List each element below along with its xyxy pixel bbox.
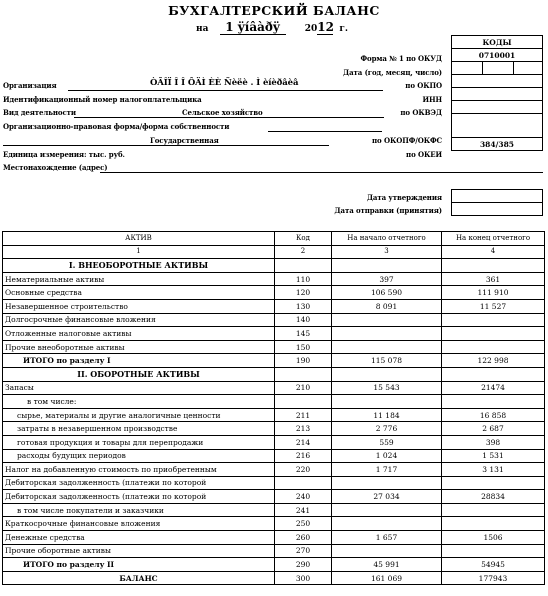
date-prefix: на xyxy=(196,24,209,34)
row-end xyxy=(442,259,545,273)
row-start xyxy=(332,313,442,327)
row-start xyxy=(332,340,442,354)
sent-label: Дата отправки (принятия) xyxy=(334,206,442,215)
ownership-underline xyxy=(3,145,329,146)
row-name: Основные средства xyxy=(3,286,275,300)
organization-value: ÒÃÎÏ Î Î ÔÄÌ ÈÈ Ñèëè . Ì èíèðâèâ xyxy=(150,78,299,88)
row-code: 240 xyxy=(275,490,332,504)
row-end: 1506 xyxy=(442,531,545,545)
row-start: 559 xyxy=(332,435,442,449)
inn-label: Идентификационный номер налогоплательщика xyxy=(3,95,202,104)
row-name: II. ОБОРОТНЫЕ АКТИВЫ xyxy=(3,367,275,381)
page-title: БУХГАЛТЕРСКИЙ БАЛАНС xyxy=(168,3,380,18)
row-name: Отложенные налоговые активы xyxy=(3,327,275,341)
activity-label: Вид деятельности xyxy=(3,108,76,117)
table-row xyxy=(3,272,545,286)
row-code xyxy=(275,367,332,381)
col-number: 2 xyxy=(275,245,332,259)
row-code: 214 xyxy=(275,435,332,449)
activity-value: Сельское хозяйство xyxy=(182,108,263,117)
row-end: 1 531 xyxy=(442,449,545,463)
row-start: 15 543 xyxy=(332,381,442,395)
location-underline xyxy=(100,172,543,173)
header-asset: АКТИВ xyxy=(3,232,275,246)
year-suffix: г. xyxy=(339,24,349,34)
table-row xyxy=(3,503,545,517)
row-start xyxy=(332,544,442,558)
table-row xyxy=(3,476,545,490)
table-row xyxy=(3,517,545,531)
row-name: готовая продукция и товары для перепродажи xyxy=(3,435,275,449)
row-start xyxy=(332,503,442,517)
table-row xyxy=(3,395,545,409)
row-name: Налог на добавленную стоимость по приобретенным xyxy=(3,463,275,477)
row-start xyxy=(332,327,442,341)
row-code: 290 xyxy=(275,558,332,572)
row-code: 145 xyxy=(275,327,332,341)
unit-label: Единица измерения: тыс. руб. xyxy=(3,150,125,159)
codes-table xyxy=(451,35,543,151)
table-row xyxy=(3,544,545,558)
row-start: 1 717 xyxy=(332,463,442,477)
row-start: 27 034 xyxy=(332,490,442,504)
legal-form-label: Организационно-правовая форма/форма собственности xyxy=(3,122,230,131)
date-cell-day xyxy=(514,62,543,75)
okopf-label: по ОКОПФ/ОКФС xyxy=(372,136,442,145)
table-row xyxy=(3,558,545,572)
row-end: 16 858 xyxy=(442,408,545,422)
okpo-code xyxy=(452,75,543,88)
row-end xyxy=(442,503,545,517)
table-row xyxy=(3,408,545,422)
row-name: Дебиторская задолженность (платежи по которой xyxy=(3,476,275,490)
row-code: 300 xyxy=(275,571,332,585)
form-label: Форма № 1 по ОКУД xyxy=(360,54,442,63)
header-end: На конец отчетного xyxy=(442,232,545,246)
row-code: 120 xyxy=(275,286,332,300)
row-end: 54945 xyxy=(442,558,545,572)
table-row xyxy=(3,381,545,395)
row-name: ИТОГО по разделу I xyxy=(3,354,275,368)
row-start xyxy=(332,476,442,490)
okved-label: по ОКВЭД xyxy=(400,108,442,117)
location-label: Местонахождение (адрес) xyxy=(3,163,108,172)
row-end xyxy=(442,327,545,341)
row-code: 190 xyxy=(275,354,332,368)
table-row xyxy=(3,286,545,300)
row-end: 111 910 xyxy=(442,286,545,300)
row-name: БАЛАНС xyxy=(3,571,275,585)
row-code: 140 xyxy=(275,313,332,327)
row-start: 2 776 xyxy=(332,422,442,436)
header-start: На начало отчетного xyxy=(332,232,442,246)
row-name: Дебиторская задолженность (платежи по которой xyxy=(3,490,275,504)
row-code: 270 xyxy=(275,544,332,558)
table-row xyxy=(3,449,545,463)
row-start: 11 184 xyxy=(332,408,442,422)
approved-label: Дата утверждения xyxy=(366,193,442,202)
row-code xyxy=(275,259,332,273)
row-start: 115 078 xyxy=(332,354,442,368)
row-start xyxy=(332,517,442,531)
row-start: 8 091 xyxy=(332,299,442,313)
table-row xyxy=(3,531,545,545)
approved-date-box xyxy=(451,189,543,203)
okved-code xyxy=(452,101,543,114)
row-end: 122 998 xyxy=(442,354,545,368)
inn-code xyxy=(452,88,543,101)
year-prefix: 20 xyxy=(304,24,318,34)
row-start: 45 991 xyxy=(332,558,442,572)
row-name: I. ВНЕОБОРОТНЫЕ АКТИВЫ xyxy=(3,259,275,273)
row-end xyxy=(442,340,545,354)
col-number: 3 xyxy=(332,245,442,259)
table-row xyxy=(3,367,545,381)
row-name: Краткосрочные финансовые вложения xyxy=(3,517,275,531)
table-row xyxy=(3,259,545,273)
report-date xyxy=(196,20,348,35)
row-end xyxy=(442,395,545,409)
organization-underline xyxy=(68,90,383,91)
row-start: 397 xyxy=(332,272,442,286)
row-name: Нематериальные активы xyxy=(3,272,275,286)
row-end xyxy=(442,367,545,381)
row-name: Долгосрочные финансовые вложения xyxy=(3,313,275,327)
table-row xyxy=(3,571,545,585)
row-name: расходы будущих периодов xyxy=(3,449,275,463)
organization-label: Организация xyxy=(3,81,57,90)
row-end: 21474 xyxy=(442,381,545,395)
row-code: 150 xyxy=(275,340,332,354)
row-name: Незавершенное строительство xyxy=(3,299,275,313)
row-name: Денежные средства xyxy=(3,531,275,545)
sent-date-box xyxy=(451,202,543,216)
row-code: 130 xyxy=(275,299,332,313)
header-code: Код xyxy=(275,232,332,246)
row-code xyxy=(275,395,332,409)
table-row xyxy=(3,490,545,504)
row-code: 211 xyxy=(275,408,332,422)
row-end: 3 131 xyxy=(442,463,545,477)
table-row xyxy=(3,422,545,436)
table-row xyxy=(3,435,545,449)
date-label: Дата (год, месяц, число) xyxy=(343,68,442,77)
date-cell-year xyxy=(452,62,483,75)
table-number-row xyxy=(3,245,545,259)
table-row xyxy=(3,463,545,477)
row-code: 216 xyxy=(275,449,332,463)
table-header-row xyxy=(3,232,545,246)
activity-underline xyxy=(74,117,384,118)
row-name: Прочие оборотные активы xyxy=(3,544,275,558)
table-row xyxy=(3,340,545,354)
table-row xyxy=(3,299,545,313)
row-start xyxy=(332,259,442,273)
row-code: 241 xyxy=(275,503,332,517)
ownership-value: Государственная xyxy=(150,136,219,145)
row-end: 361 xyxy=(442,272,545,286)
col-number: 4 xyxy=(442,245,545,259)
row-name: ИТОГО по разделу II xyxy=(3,558,275,572)
row-start: 1 657 xyxy=(332,531,442,545)
row-code: 213 xyxy=(275,422,332,436)
row-end: 11 527 xyxy=(442,299,545,313)
row-code: 260 xyxy=(275,531,332,545)
okei-label: по ОКЕИ xyxy=(406,150,442,159)
row-name: сырье, материалы и другие аналогичные ценности xyxy=(3,408,275,422)
date-value: 1 ÿíâàðÿ xyxy=(220,20,286,35)
row-start: 1 024 xyxy=(332,449,442,463)
row-name: в том числе покупатели и заказчики xyxy=(3,503,275,517)
codes-heading: КОДЫ xyxy=(452,36,543,49)
row-name: в том числе: xyxy=(3,395,275,409)
row-start xyxy=(332,395,442,409)
table-row xyxy=(3,327,545,341)
year-value: 12 xyxy=(317,20,334,34)
row-name: Прочие внеоборотные активы xyxy=(3,340,275,354)
form-code: 0710001 xyxy=(452,49,543,62)
row-end xyxy=(442,313,545,327)
okopf-code xyxy=(452,114,543,138)
row-start: 161 069 xyxy=(332,571,442,585)
row-end: 2 687 xyxy=(442,422,545,436)
row-end: 177943 xyxy=(442,571,545,585)
col-number: 1 xyxy=(3,245,275,259)
table-row xyxy=(3,354,545,368)
okpo-label: по ОКПО xyxy=(405,81,442,90)
row-start: 106 590 xyxy=(332,286,442,300)
row-end: 398 xyxy=(442,435,545,449)
row-end xyxy=(442,476,545,490)
row-code: 110 xyxy=(275,272,332,286)
inn-code-label: ИНН xyxy=(422,95,442,104)
row-name: затраты в незавершенном производстве xyxy=(3,422,275,436)
row-code: 220 xyxy=(275,463,332,477)
row-code: 250 xyxy=(275,517,332,531)
row-end: 28834 xyxy=(442,490,545,504)
okei-code: 384/385 xyxy=(452,138,543,151)
date-cell-month xyxy=(483,62,514,75)
row-name: Запасы xyxy=(3,381,275,395)
row-code xyxy=(275,476,332,490)
row-start xyxy=(332,367,442,381)
row-end xyxy=(442,544,545,558)
table-row xyxy=(3,313,545,327)
row-end xyxy=(442,517,545,531)
balance-table xyxy=(2,231,545,585)
row-code: 210 xyxy=(275,381,332,395)
legal-form-underline xyxy=(268,131,382,132)
